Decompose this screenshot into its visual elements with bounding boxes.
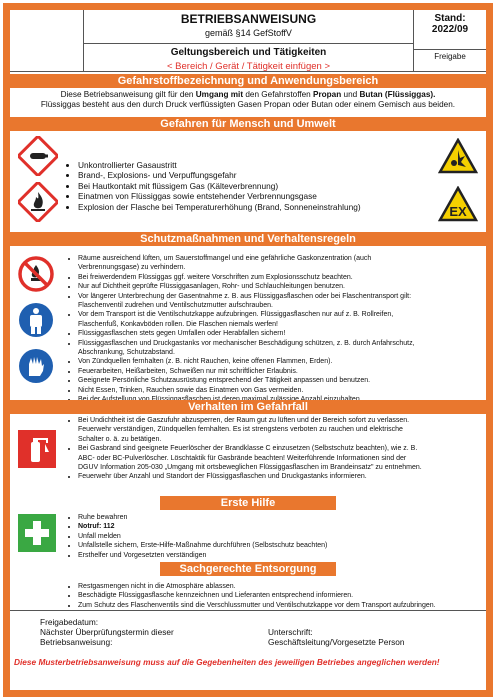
signature-label: Unterschrift:: [268, 627, 313, 637]
no-open-flame-icon: [18, 256, 54, 292]
list-item: • Bei Undichtheit ist die Gaszufuhr abzusperren, der Raum gut zu lüften und der Bereich sofort zu verlassen. Feuerwehr verständigen, Zündquellen fernhalten. Es ist strengstens verboten zu rauchen und elektrische Schalter o. ä. zu betätigen.: [78, 416, 424, 444]
section-header-disposal: Sachgerechte Entsorgung: [160, 562, 336, 576]
legal-basis: gemäß §14 GefStoffV: [205, 28, 292, 38]
signature-role: Geschäftsleitung/Vorgesetzte Person: [268, 637, 405, 647]
section-header-emergency: Verhalten im Gefahrfall: [10, 400, 486, 414]
section-header-hazards: Gefahren für Mensch und Umwelt: [10, 117, 486, 131]
list-item: • Bei Gasbrand sind geeignete Feuerlöscher der Brandklasse C einzusetzen (Selbstschutz beachten), wie z. B. ABC- oder BC-Pulverlöscher. Löschtaktik für Gasbrände beachten! Weiterführende Informationen sind der DGUV Information 205-030 „Umgang mit ortsbeweglichen Flüssiggasflaschen im Brandeinsatz" zu entnehmen.: [78, 444, 424, 472]
operating-instruction-sheet: [3, 3, 493, 697]
scope-placeholder: < Bereich / Gerät / Tätigkeit einfügen >: [166, 61, 330, 72]
list-item: • Geeignete Persönliche Schutzausrüstung entsprechend der Tätigkeit anpassen und benutzen.: [78, 376, 424, 385]
fire-extinguisher-icon: [18, 430, 56, 468]
intro-text-line2: Flüssiggas besteht aus den durch Druck verflüssigten Gasen Propan oder Butan oder einem Gemisch aus beiden.: [40, 100, 456, 110]
list-item: • Von Zündquellen fernhalten (z. B. nicht Rauchen, keine offenen Flammen, Erden).: [78, 357, 424, 366]
wear-protective-clothing-icon: [18, 302, 54, 338]
emergency-list: [68, 416, 424, 482]
explosive-atmosphere-warning-icon: [438, 138, 478, 174]
next-review-label: Nächster Überprüfungstermin dieser: [40, 627, 174, 637]
header: [10, 10, 486, 72]
release-date-label: Freigabedatum:: [40, 617, 99, 627]
freigabe-label: Freigabe: [414, 49, 486, 61]
section-header-first-aid: Erste Hilfe: [160, 496, 336, 510]
list-item: • Restgasmengen nicht in die Atmosphäre ablassen.: [78, 582, 478, 591]
list-item: • Bei freiwerdendem Flüssiggas ggf. weitere Vorschriften zum Explosionsschutz beachten.: [78, 273, 424, 282]
list-item: • Einatmen von Flüssiggas sowie entstehender Verbrennungsgase: [78, 191, 424, 201]
stand-label: Stand:: [434, 13, 466, 24]
list-item: • Flüssiggasflaschen stets gegen Umfallen oder Herabfallen sichern!: [78, 329, 424, 338]
svg-text:EX: EX: [449, 204, 467, 219]
list-item: • Brand-, Explosions- und Verpuffungsgefahr: [78, 170, 424, 180]
list-item: • Vor dem Transport ist die Ventilschutzkappe aufzubringen. Flüssiggasflaschen nur auf z. B. Rollreifen, Flaschenfuß, Konkavböden rollen. Die Flaschen niemals werfen!: [78, 310, 424, 329]
list-item: • Explosion der Flasche bei Temperaturerhöhung (Brand, Sonneneinstrahlung): [78, 202, 424, 212]
intro-text: [14, 90, 482, 111]
intro-text-part: und: [341, 90, 360, 99]
intro-emphasis: Propan: [313, 90, 342, 99]
first-aid-icon: [18, 514, 56, 552]
list-item: • Feuerwehr über Anzahl und Standort der Flüssiggasflaschen und Druckgastanks informieren.: [78, 472, 424, 481]
document-title: BETRIEBSANWEISUNG: [180, 12, 317, 26]
disposal-list: [68, 582, 478, 610]
section-header-substance: Gefahrstoffbezeichnung und Anwendungsbereich: [10, 74, 486, 88]
list-item: • Unfall melden: [78, 532, 424, 541]
list-item: • Ersthelfer und Vorgesetzten verständigen: [78, 551, 424, 560]
footer: [10, 610, 486, 690]
ex-zone-icon: [438, 186, 478, 222]
section-header-protection: Schutzmaßnahmen und Verhaltensregeln: [10, 232, 486, 246]
list-item: • Notruf: 112: [78, 522, 424, 531]
gas-cylinder-ghs-icon: [18, 136, 58, 176]
list-item: • Bei Hautkontakt mit flüssigem Gas (Kälteverbrennung): [78, 181, 424, 191]
intro-text-part: Diese Betriebsanweisung gilt für den: [60, 90, 196, 99]
disclaimer: Diese Musterbetriebsanweisung muss auf die Gegebenheiten des jeweiligen Betriebes angeglichen werden!: [14, 657, 440, 667]
stand-value: 2022/09: [431, 24, 469, 35]
title-block: [84, 10, 414, 72]
intro-text-part: den Gefahrstoffen: [243, 90, 314, 99]
status-block: [414, 10, 486, 72]
wear-gloves-icon: [18, 348, 54, 384]
list-item: • Vor längerer Unterbrechung der Gasentnahme z. B. aus Flüssiggasflaschen oder bei Flaschentransport gilt: Flaschenventil zudrehen und Ventilschutzmutter aufschrauben.: [78, 292, 424, 311]
scope-title: Geltungsbereich und Tätigkeiten: [84, 43, 413, 58]
list-item: • Zum Schutz des Flaschenventils sind die Verschlussmutter und Ventilschutzkappe vor dem Transport aufzubringen.: [78, 601, 478, 610]
intro-emphasis: Butan (Flüssiggas).: [359, 90, 436, 99]
next-review-label-2: Betriebsanweisung:: [40, 637, 113, 647]
list-item: • Nur auf Dichtheit geprüfte Flüssiggasanlagen, Rohr- und Schlauchleitungen benutzen.: [78, 282, 424, 291]
hazards-list: [68, 160, 424, 212]
list-item: • Unkontrollierter Gasaustritt: [78, 160, 424, 170]
list-item: • Ruhe bewahren: [78, 513, 424, 522]
list-item: • Räume ausreichend lüften, um Sauerstoffmangel und eine gefährliche Gaskonzentration (auch Verbrennungsgase) zu verhindern.: [78, 254, 424, 273]
list-item: • Beschädigte Flüssiggasflasche kennzeichnen und Lieferanten entsprechend informieren.: [78, 591, 478, 600]
list-item: • Flüssiggasflaschen und Druckgastanks vor mechanischer Beschädigung schützen, z. B. durch Anfahrschutz, Abschrankung, Schutzabstand.: [78, 339, 424, 358]
first-aid-list: [68, 513, 424, 560]
logo-placeholder: [10, 10, 84, 72]
list-item: • Feuerarbeiten, Heißarbeiten, Schweißen nur mit schriftlicher Erlaubnis.: [78, 367, 424, 376]
flame-ghs-icon: [18, 182, 58, 222]
protection-list: [68, 254, 424, 405]
intro-emphasis: Umgang mit: [195, 90, 244, 99]
list-item: • Nicht Essen, Trinken, Rauchen sowie das Einatmen von Gas vermeiden.: [78, 386, 424, 395]
list-item: • Unfallstelle sichern, Erste-Hilfe-Maßnahme durchführen (Selbstschutz beachten): [78, 541, 424, 550]
